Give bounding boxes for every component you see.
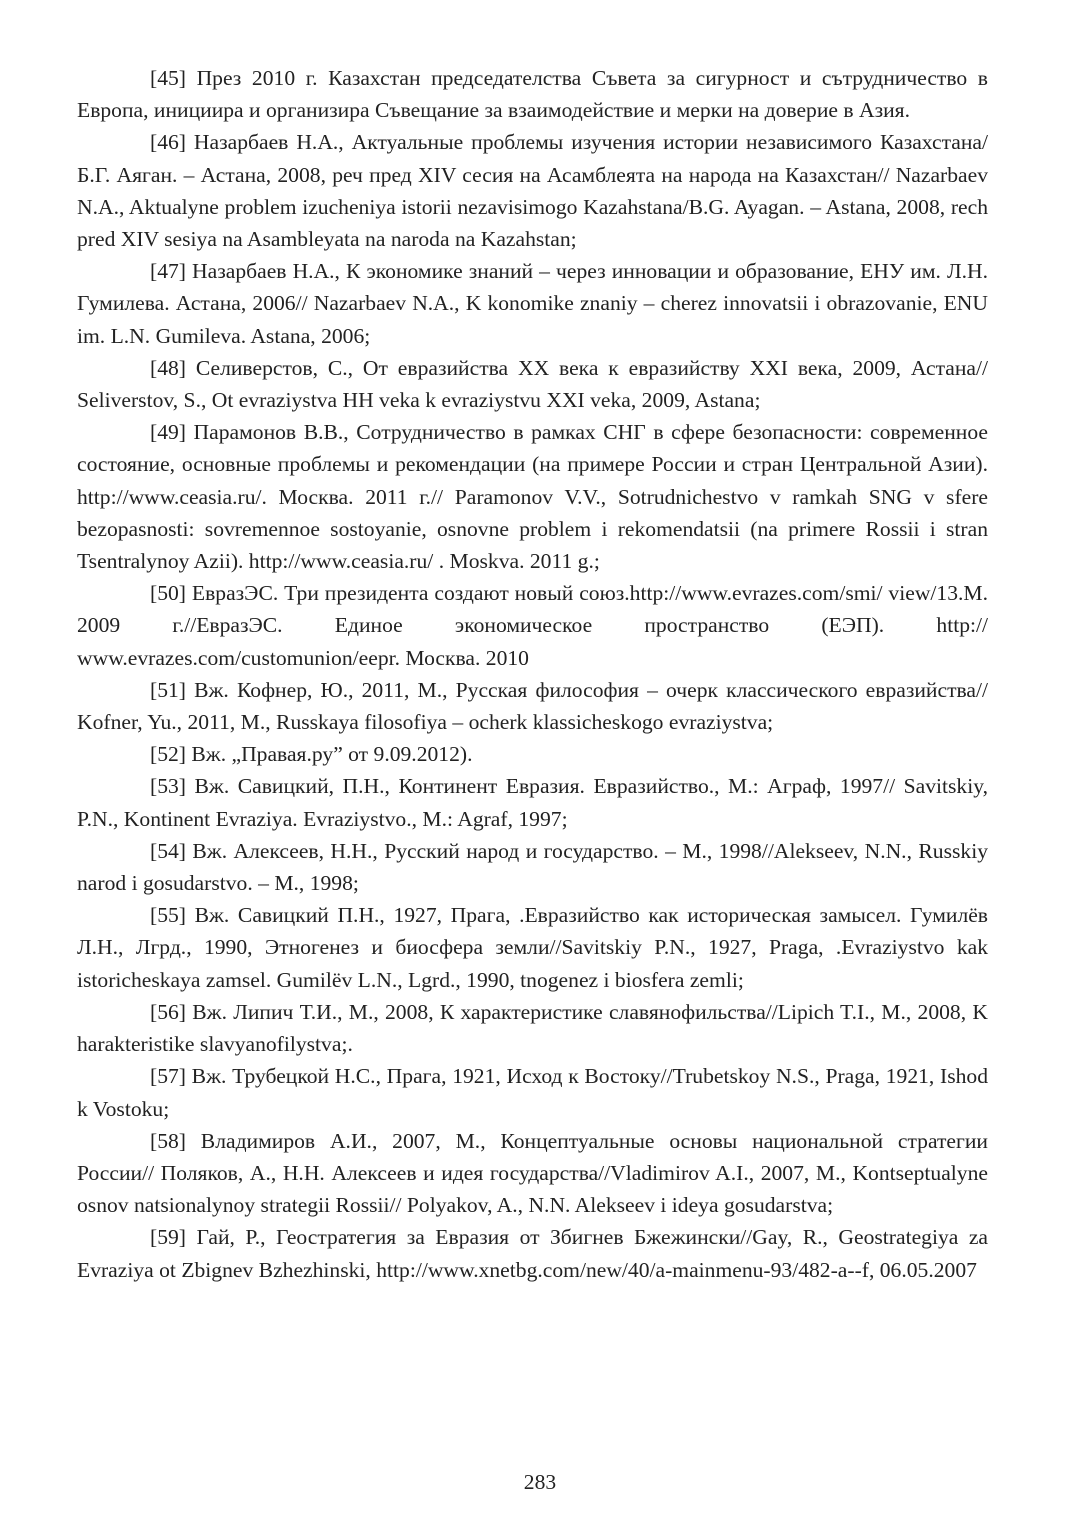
reference-58: [58] Владимиров А.И., 2007, М., Концептуальные основы национальной стратегии России// Поляков, А., Н.Н. Алексеев и идея государства//Vladimirov A.I., 2007, M., Kontseptualyne osnov natsionalynoy strategii Rossii// Polyakov, A., N.N. Alekseev i ideya gosudarstva; <box>77 1128 988 1218</box>
reference-55: [55] Вж. Савицкий П.Н., 1927, Прага, .Евразийство как историческая замысел. Гумилёв Л.Н., Лгрд., 1990, Этногенез и биосфера земли//Savitskiy P.N., 1927, Praga, .Evraziystvo kak istoricheskaya zamsel. Gumilëv L.N., Lgrd., 1990, tnogenez i biosfera zemli; <box>77 903 988 992</box>
reference-53: [53] Вж. Савицкий, П.Н., Континент Евразия. Евразийство., М.: Аграф, 1997// Savitskiy, P.N., Kontinent Evraziya. Evraziystvo., M.: Agraf, 1997; <box>77 774 988 831</box>
reference-47: [47] Назарбаев Н.А., К экономике знаний – через инновации и образование, ЕНУ им. Л.Н. Гумилева. Астана, 2006// Nazarbaev N.A., K konomike znaniy – cherez innovatsii i obrazovanie, ENU im. L.N. Gumileva. Astana, 2006; <box>77 259 988 348</box>
reference-45: [45] През 2010 г. Казахстан председателства Съвета за сигурност и сътрудничество в Европа, инициира и организира Съвещание за взаимодействие и мерки на доверие в Азия. <box>77 66 988 123</box>
reference-51: [51] Вж. Кофнер, Ю., 2011, М., Русская философия – очерк классического евразийства// Kofner, Yu., 2011, M., Russkaya filosofiya – ocherk klassicheskogo evraziystva; <box>77 677 988 735</box>
reference-52: [52] Вж. „Правая.ру” от 9.09.2012). <box>150 742 473 767</box>
reference-46: [46] Назарбаев Н.А., Актуальные проблемы изучения истории независимого Казахстана/Б.Г. Аяган. – Астана, 2008, реч пред XIV сесия на Асамблеята на народа на Казахстан// Nazarbaev N.A., Aktualyne problem izucheniya istorii nezavisimogo Kazahstana/B.G. Ayagan. – Astana, 2008, rech pred XIV sesiya na Asambleyata na naroda na Kazahstan; <box>77 130 988 252</box>
reference-57: [57] Вж. Трубецкой Н.С., Прага, 1921, Исход к Востоку//Trubetskoy N.S., Praga, 1921, Ishod k Vostoku; <box>77 1064 988 1121</box>
reference-50: [50] ЕвразЭС. Три президента создают новый союз.http://www.evrazes.com/smi/ view/13.М. 2009 г.//ЕвразЭС. Единое экономическое пространство (ЕЭП). http:// www.evrazes.com/customunion/eepr. Москва. 2010 <box>77 581 988 670</box>
reference-48: [48] Селиверстов, С., От евразийства ХХ века к евразийству XXI века, 2009, Астана// Seliverstov, S., Ot evraziystva HH veka k evraziystvu XXI veka, 2009, Astana; <box>77 355 988 413</box>
reference-54: [54] Вж. Алексеев, Н.Н., Русский народ и государство. – М., 1998//Alekseev, N.N., Russkiy narod i gosudarstvo. – M., 1998; <box>77 838 988 896</box>
reference-56: [56] Вж. Липич Т.И., М., 2008, К характеристике славянофильства//Lipich T.I., M., 2008, K harakteristike slavyanofilystva;. <box>77 999 988 1057</box>
reference-49: [49] Парамонов В.В., Сотрудничество в рамках СНГ в сфере безопасности: современное состояние, основные проблемы и рекомендации (на примере России и стран Центральной Азии). http://www.ceasia.ru/. Москва. 2011 г.// Paramonov V.V., Sotrudnichestvo v ramkah SNG v sfere bezopasnosti: sovremennoe sostoyanie, osnovne problem i rekomendatsii (na primere Rossii i stran Tsentralynoy Azii). http://www.ceasia.ru/ . Moskva. 2011 g.; <box>77 420 988 574</box>
page-number: 283 <box>523 1470 557 1494</box>
reference-59: [59] Гай, Р., Геостратегия за Евразия от Збигнев Бжежински//Gay, R., Geostrategiya za Evraziya ot Zbignev Bzhezhinski, http://www.xnetbg.com/new/40/a-mainmenu-93/482-a--f, 06.05.2007 <box>77 1225 988 1282</box>
reference-list <box>77 62 988 1286</box>
